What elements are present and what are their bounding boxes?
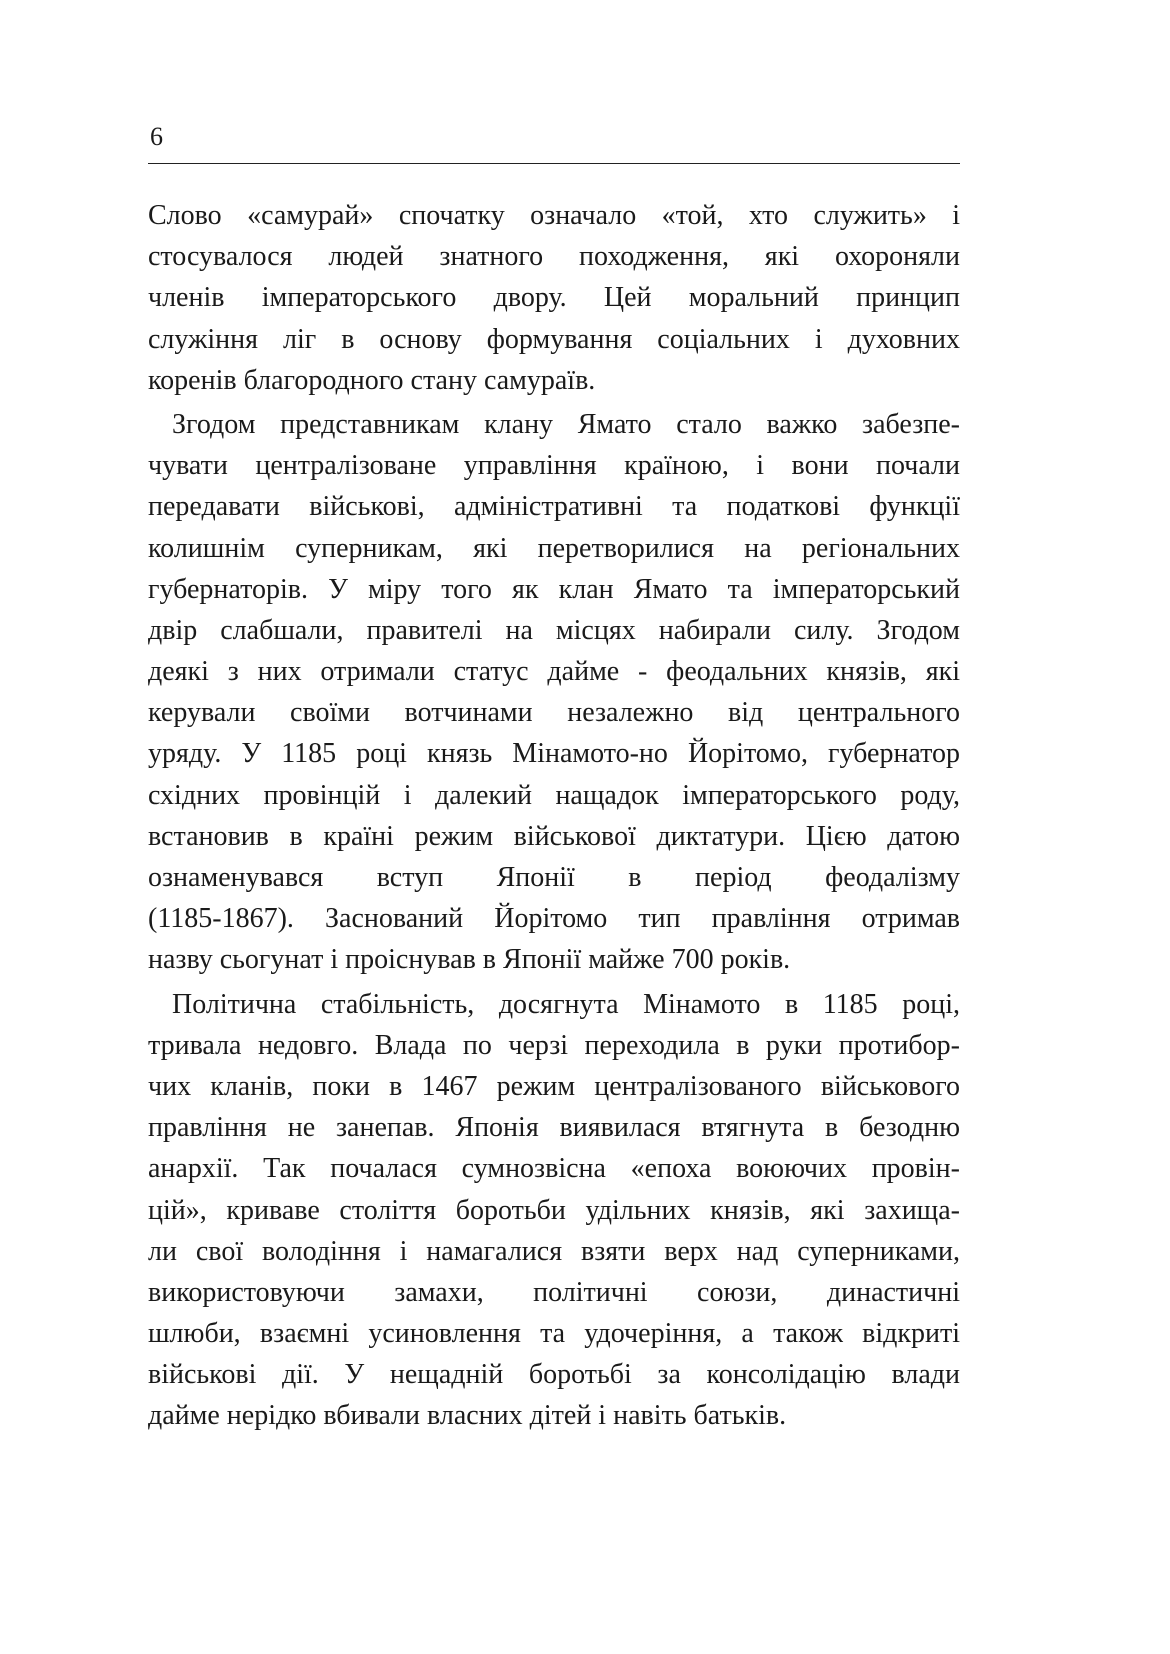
text-line: колишнім суперникам, які перетворилися на регіональних — [148, 532, 960, 564]
text-line: шлюби, взаємні усиновлення та удочеріння, а також відкриті — [148, 1318, 960, 1350]
text-line: чих кланів, поки в 1467 режим централізованого військового — [148, 1070, 960, 1102]
text-line: керували своїми вотчинами незалежно від центрального — [148, 697, 960, 729]
text-line: служіння ліг в основу формування соціальних і духовних — [148, 323, 960, 355]
page-number: 6 — [150, 122, 163, 151]
text-line: назву сьогунат і проіснував в Японії майже 700 років. — [148, 944, 791, 976]
text-line: тривала недовго. Влада по черзі переходила в руки протибор- — [148, 1029, 960, 1061]
text-line: ознаменувався вступ Японії в період феодалізму — [148, 862, 960, 893]
text-line: східних провінцій і далекий нащадок імператорського роду, — [148, 779, 960, 811]
text-line: використовуючи замахи, політичні союзи, династичні — [148, 1276, 960, 1308]
text-line: губернаторів. У міру того як клан Ямато та імператорський — [148, 573, 960, 605]
text-line: ли свої володіння і намагалися взяти верх над суперниками, — [148, 1235, 960, 1267]
text-line: правління не занепав. Японія виявилася втягнута в безодню — [148, 1112, 960, 1144]
text-line: коренів благородного стану самураїв. — [148, 364, 596, 396]
text-line: Слово «самурай» спочатку означало «той, хто служить» і — [148, 200, 960, 231]
text-line: встановив в країні режим військової диктатури. Цією датою — [148, 820, 960, 852]
body-text — [148, 195, 960, 1437]
text-line: уряду. У 1185 році князь Мінамото-но Йорітомо, губернатор — [148, 738, 960, 770]
paragraph — [148, 195, 960, 401]
text-line: передавати військові, адміністративні та податкові функції — [148, 491, 960, 523]
header-rule — [148, 163, 960, 164]
text-line: дайме нерідко вбивали власних дітей і навіть батьків. — [148, 1400, 787, 1432]
text-line: деякі з них отримали статус дайме - феодальних князів, які — [148, 656, 960, 688]
text-line: (1185-1867). Заснований Йорітомо тип правління отримав — [148, 903, 960, 935]
text-line: членів імператорського двору. Цей моральний принцип — [148, 282, 960, 314]
text-line: чувати централізоване управління країною, і вони почали — [148, 450, 960, 482]
text-line: цій», криваве століття боротьби удільних князів, які захища- — [148, 1194, 960, 1226]
paragraph — [148, 404, 960, 981]
text-line: двір слабшали, правителі на місцях набирали силу. Згодом — [148, 614, 960, 646]
text-line: стосувалося людей знатного походження, які охороняли — [148, 241, 960, 273]
paragraph — [148, 984, 960, 1437]
text-line: військові дії. У нещадній боротьбі за консолідацію влади — [148, 1359, 960, 1391]
text-line: анархії. Так почалася сумнозвісна «епоха воюючих провін- — [148, 1153, 960, 1185]
text-line: Згодом представникам клану Ямато стало важко забезпе- — [172, 408, 960, 440]
text-line: Політична стабільність, досягнута Мінамото в 1185 році, — [172, 988, 960, 1020]
